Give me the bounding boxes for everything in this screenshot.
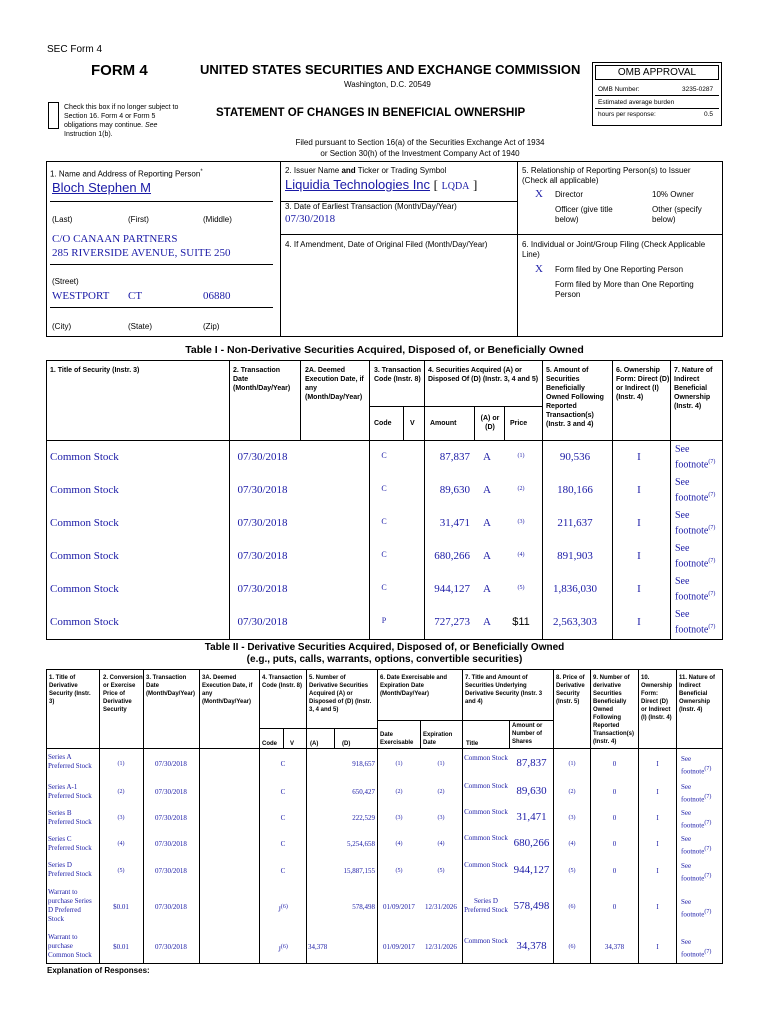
footnote-ref: (7): [704, 766, 712, 772]
footnote-ref: (7): [704, 873, 712, 879]
t2-expiration-cell: (1): [437, 761, 445, 767]
earliest-transaction-label: 3. Date of Earliest Transaction (Month/Day/Year): [285, 202, 457, 211]
t2-h3a: 3A. Deemed Execution Date, if any (Month/Day/Year): [202, 675, 253, 705]
t1-sub-code: Code: [374, 420, 392, 427]
t1-code-cell: C: [381, 451, 387, 460]
reporting-person-name[interactable]: [52, 180, 151, 195]
t2-title-cell: Series A-1 Preferred Stock: [48, 783, 92, 800]
t2-sub-amount: Amount or Number of Shares: [512, 723, 543, 745]
t2-h8: 8. Price of Derivative Security (Instr. 5): [556, 675, 585, 705]
reporting-address: [52, 232, 231, 260]
t2-underlying-amount-cell: 944,127: [513, 864, 550, 876]
issuer-name-row: [285, 177, 477, 193]
t1-date-cell: 07/30/2018: [237, 550, 288, 562]
address-line-1: C/O CANAAN PARTNERS: [52, 233, 178, 245]
t1-form-cell: I: [637, 616, 641, 628]
t1-sub-ad: (A) or (D): [480, 415, 500, 431]
checkbox-text-1: Check this box if no longer subject to Section 16. Form 4 or Form 5 obligations may continue.: [64, 104, 179, 129]
t1-form-cell: I: [637, 451, 641, 463]
t2-title-cell: Series C Preferred Stock: [48, 835, 92, 852]
t2-code-cell: C: [280, 814, 286, 822]
t2-underlying-title-cell: Common Stock: [464, 754, 508, 762]
omb-number: 3235-0287: [682, 86, 714, 93]
t1-title-cell: Common Stock: [50, 616, 119, 628]
footnote-ref: (7): [704, 846, 712, 852]
footnote-ref: (7): [708, 558, 716, 564]
t2-h5: 5. Number of Derivative Securities Acquired (A) or Disposed of (D) (Instr. 3, 4 and 5): [309, 675, 372, 713]
t2-exercisable-cell: 01/09/2017: [383, 943, 415, 951]
t1-owned-cell: 90,536: [559, 451, 591, 463]
t2-date-cell: 07/30/2018: [155, 840, 187, 848]
t2-sub-exercisable: Date Exercisable: [380, 732, 414, 746]
t2-h6: 6. Date Exercisable and Expiration Date (Month/Day/Year): [380, 675, 448, 697]
t2-h2: 2. Conversion or Exercise Price of Derivative Security: [103, 675, 143, 713]
t2-expiration-cell: 12/31/2026: [425, 943, 457, 951]
relationship-label: [522, 166, 720, 186]
t2-nature-cell: See footnote$^{(7)}$: [681, 809, 712, 830]
t1-amount-cell: 680,266: [434, 550, 470, 562]
relationship-label-1: 5. Relationship of Reporting Person(s) to Issuer: [522, 166, 691, 175]
t1-owned-cell: 1,836,030: [553, 583, 597, 595]
t2-date-cell: 07/30/2018: [155, 867, 187, 875]
t2-price-cell: $0.01: [113, 903, 129, 911]
t1-ad-cell: A: [483, 616, 491, 628]
t1-form-cell: I: [637, 517, 641, 529]
reporting-city: WESTPORT: [52, 290, 110, 302]
t1-title-cell: Common Stock: [50, 583, 119, 595]
t2-form-cell: I: [656, 840, 659, 848]
director-mark[interactable]: X: [535, 188, 543, 200]
issuer-bracket-close: ]: [473, 177, 478, 192]
t2-code-cell: C: [280, 788, 286, 796]
t2-nature-cell: See footnote$^{(7)}$: [681, 862, 712, 883]
omb-number-label: OMB Number:: [598, 86, 640, 93]
t2-exercisable-cell: 01/09/2017: [383, 903, 415, 911]
first-label: (First): [128, 215, 149, 224]
other-label: Other (specify below): [652, 205, 702, 224]
t2-price-cell: (3): [117, 815, 125, 821]
form-title: FORM 4: [91, 62, 148, 79]
t2-sub-title: Title: [466, 741, 479, 747]
t1-price-cell: $11: [512, 616, 530, 628]
t1-sub-price: Price: [510, 420, 528, 427]
one-person-label: Form filed by One Reporting Person: [555, 265, 684, 274]
t2-form-cell: I: [656, 903, 659, 911]
footnote-ref: (7): [704, 820, 712, 826]
reporting-zip: 06880: [203, 290, 231, 302]
t1-owned-cell: 2,563,303: [553, 616, 597, 628]
t2-code-cell: C: [280, 840, 286, 848]
t2-expiration-cell: (3): [437, 815, 445, 821]
t1-nature-cell: See footnote$^{(7)}$: [675, 576, 716, 603]
footnote-ref: (7): [708, 492, 716, 498]
ten-percent-owner-label: 10% Owner: [652, 190, 694, 199]
hours-label: hours per response:: [598, 111, 656, 118]
hours-value: 0.5: [704, 111, 714, 118]
t1-price-cell: (4): [517, 552, 525, 558]
t1-title-cell: Common Stock: [50, 550, 119, 562]
t1-amount-cell: 31,471: [439, 517, 470, 529]
t1-h6: 6. Ownership Form: Direct (D) or Indirect (I) (Instr. 4): [616, 367, 670, 401]
t2-expiration-cell: (2): [437, 789, 445, 795]
t2-expiration-cell: 12/31/2026: [425, 903, 457, 911]
t1-sub-v: V: [410, 420, 415, 427]
checkbox-instructions: [64, 103, 189, 139]
t2-code-cell: C: [280, 867, 286, 875]
t2-exercisable-cell: (5): [395, 868, 403, 874]
street-label: (Street): [52, 277, 79, 286]
t2-form-cell: I: [656, 943, 659, 951]
t1-title-cell: Common Stock: [50, 451, 119, 463]
checkbox-text-see: See: [144, 122, 158, 129]
t1-h5: 5. Amount of Securities Beneficially Owned Following Reported Transaction(s) (Instr. 3 and 4): [546, 367, 604, 428]
footnote-ref: (7): [708, 525, 716, 531]
t2-underlying-amount-cell: 680,266: [513, 837, 550, 849]
footnote-ref: (6): [280, 944, 288, 950]
t2-nature-cell: See footnote$^{(7)}$: [681, 938, 712, 959]
t2-form-cell: I: [656, 814, 659, 822]
t2-title-cell: Warrant to purchase Common Stock: [48, 933, 92, 959]
filed-pursuant-line-1: Filed pursuant to Section 16(a) of the Securities Exchange Act of 1934: [295, 138, 545, 147]
t2-sub-d: (D): [342, 741, 351, 747]
reporting-person-label: 1. Name and Address of Reporting Person*: [50, 169, 203, 179]
t2-deriv-price-cell: (1): [568, 761, 576, 767]
t1-owned-cell: 180,166: [557, 484, 593, 496]
reporting-person-link[interactable]: Bloch Stephen M: [52, 180, 152, 195]
t1-nature-cell: See footnote$^{(7)}$: [675, 609, 716, 636]
t2-nature-cell: See footnote$^{(7)}$: [681, 783, 712, 804]
t2-deriv-price-cell: (4): [568, 841, 576, 847]
sec-form-label: SEC Form 4: [47, 44, 103, 55]
t2-underlying-amount-cell: 87,837: [516, 757, 547, 769]
t2-price-cell: (2): [117, 789, 125, 795]
omb-title: OMB APPROVAL: [595, 65, 719, 80]
t1-price-cell: (5): [517, 585, 525, 591]
table2-subtitle: (e.g., puts, calls, warrants, options, convertible securities): [246, 654, 523, 665]
table2-title: Table II - Derivative Securities Acquired, Disposed of, or Beneficially Owned: [204, 642, 565, 653]
state-label: (State): [128, 322, 153, 331]
explanation-label: Explanation of Responses:: [47, 966, 150, 975]
footnote-ref: (6): [280, 904, 288, 910]
t1-h2: 2. Transaction Date (Month/Day/Year): [233, 367, 291, 392]
t2-disposed-cell: 578,498: [352, 903, 375, 911]
relationship-label-2: (Check all applicable): [522, 176, 599, 185]
t1-amount-cell: 87,837: [439, 451, 470, 463]
t2-title-cell: Warrant to purchase Series D Preferred Stock: [48, 888, 92, 923]
t2-expiration-cell: (5): [437, 868, 445, 874]
burden-label: Estimated average burden: [598, 99, 675, 106]
t2-form-cell: I: [656, 760, 659, 768]
city-label: (City): [52, 322, 72, 331]
earliest-transaction-date: 07/30/2018: [285, 213, 336, 225]
t1-ad-cell: A: [483, 550, 491, 562]
t2-owned-cell: 0: [612, 760, 617, 768]
t2-disposed-cell: 222,529: [352, 814, 375, 822]
t2-owned-cell: 0: [612, 903, 617, 911]
checkbox-text-2: Instruction 1(b).: [64, 131, 113, 138]
t1-h4: 4. Securities Acquired (A) or Disposed Of (D) (Instr. 3, 4 and 5): [428, 367, 539, 383]
t2-underlying-amount-cell: 89,630: [516, 785, 547, 797]
t2-deriv-price-cell: (5): [568, 868, 576, 874]
footnote-ref: (7): [708, 459, 716, 465]
t2-price-cell: (4): [117, 841, 125, 847]
t2-disposed-cell: 15,887,155: [343, 867, 375, 875]
director-label: Director: [555, 190, 584, 199]
t1-nature-cell: See footnote$^{(7)}$: [675, 543, 716, 570]
reporting-state: CT: [128, 290, 143, 302]
t1-date-cell: 07/30/2018: [237, 616, 288, 628]
issuer-link[interactable]: Liquidia Technologies Inc: [285, 177, 431, 192]
t2-owned-cell: 0: [612, 840, 617, 848]
t2-nature-cell: See footnote$^{(7)}$: [681, 898, 712, 919]
agency-title: UNITED STATES SECURITIES AND EXCHANGE COMMISSION: [200, 62, 581, 77]
t2-h4: 4. Transaction Code (Instr. 8): [262, 675, 303, 689]
t2-h10: 10. Ownership Form: Direct (D) or Indirect (I) (Instr. 4): [641, 675, 673, 721]
t2-title-cell: Series D Preferred Stock: [48, 861, 92, 878]
one-person-mark[interactable]: X: [535, 263, 543, 275]
t1-amount-cell: 727,273: [434, 616, 470, 628]
t2-date-cell: 07/30/2018: [155, 760, 187, 768]
zip-label: (Zip): [203, 322, 220, 331]
t2-owned-cell: 0: [612, 814, 617, 822]
t1-owned-cell: 211,637: [557, 517, 593, 529]
t2-underlying-title-cell: Common Stock: [464, 782, 508, 790]
t1-sub-amount: Amount: [430, 420, 457, 427]
t1-code-cell: P: [381, 616, 387, 625]
t2-code-cell: C: [280, 760, 286, 768]
t1-nature-cell: See footnote$^{(7)}$: [675, 477, 716, 504]
t1-date-cell: 07/30/2018: [237, 484, 288, 496]
t1-h7: 7. Nature of Indirect Beneficial Ownership (Instr. 4): [674, 367, 713, 410]
t1-form-cell: I: [637, 550, 641, 562]
t1-price-cell: (1): [517, 453, 525, 459]
t1-amount-cell: 89,630: [439, 484, 470, 496]
t2-h3: 3. Transaction Date (Month/Day/Year): [146, 675, 196, 697]
t2-title-cell: Series B Preferred Stock: [48, 809, 92, 826]
t1-amount-cell: 944,127: [434, 583, 470, 595]
t1-ad-cell: A: [483, 451, 491, 463]
t2-underlying-title-cell: Common Stock: [464, 808, 508, 816]
officer-label: Officer (give title below): [555, 205, 613, 224]
footnote-ref: (7): [704, 949, 712, 955]
t2-form-cell: I: [656, 867, 659, 875]
t1-h3: 3. Transaction Code (Instr. 8): [374, 367, 422, 383]
t2-underlying-title-cell: Series D Preferred Stock: [464, 897, 508, 914]
amendment-label: 4. If Amendment, Date of Original Filed (Month/Day/Year): [285, 240, 488, 249]
t2-date-cell: 07/30/2018: [155, 943, 187, 951]
t2-owned-cell: 0: [612, 788, 617, 796]
statement-title: STATEMENT OF CHANGES IN BENEFICIAL OWNERSHIP: [216, 107, 526, 119]
t2-underlying-title-cell: Common Stock: [464, 834, 508, 842]
t2-exercisable-cell: (3): [395, 815, 403, 821]
t2-disposed-cell: 918,657: [352, 760, 375, 768]
t2-sub-a: (A): [310, 741, 319, 747]
t1-h2a: 2A. Deemed Execution Date, if any (Month/Day/Year): [305, 367, 364, 401]
no-longer-subject-checkbox[interactable]: [48, 102, 59, 129]
t1-price-cell: (2): [517, 486, 525, 492]
t2-h1: 1. Title of Derivative Security (Instr. 3): [49, 675, 91, 705]
t2-sub-expiration: Expiration Date: [423, 732, 453, 746]
t2-owned-cell: 34,378: [604, 943, 625, 951]
t2-h11: 11. Nature of Indirect Beneficial Ownership (Instr. 4): [679, 675, 716, 713]
more-persons-label: Form filed by More than One Reporting Person: [555, 280, 694, 299]
t2-owned-cell: 0: [612, 867, 617, 875]
t1-code-cell: C: [381, 484, 387, 493]
t1-date-cell: 07/30/2018: [237, 583, 288, 595]
t2-expiration-cell: (4): [437, 841, 445, 847]
t2-underlying-amount-cell: 31,471: [516, 811, 547, 823]
t1-nature-cell: See footnote$^{(7)}$: [675, 510, 716, 537]
t2-h7: 7. Title and Amount of Securities Underlying Derivative Security (Instr. 3 and 4): [465, 675, 543, 705]
t1-h1: 1. Title of Security (Instr. 3): [50, 367, 140, 374]
t1-title-cell: Common Stock: [50, 484, 119, 496]
t2-deriv-price-cell: (6): [568, 944, 576, 950]
t1-owned-cell: 891,903: [557, 550, 593, 562]
t2-underlying-title-cell: Common Stock: [464, 937, 508, 945]
table1: [46, 360, 723, 640]
footnote-ref: (7): [704, 909, 712, 915]
t1-date-cell: 07/30/2018: [237, 451, 288, 463]
t1-code-cell: C: [381, 583, 387, 592]
t1-nature-cell: See footnote$^{(7)}$: [675, 444, 716, 471]
t2-disposed-cell: 5,254,658: [347, 840, 375, 848]
t2-price-cell: $0.01: [113, 943, 129, 951]
t1-ad-cell: A: [483, 583, 491, 595]
t2-acquired-cell: 34,378: [308, 943, 328, 951]
filed-pursuant: [200, 137, 640, 159]
t2-code-cell: $J^{(6)}$: [278, 904, 288, 914]
issuer-bracket-open: [: [433, 177, 438, 192]
issuer-label: 2. Issuer Name and Ticker or Trading Symbol: [285, 166, 447, 175]
filed-pursuant-line-2: or Section 30(h) of the Investment Company Act of 1940: [320, 149, 520, 158]
table1-title: Table I - Non-Derivative Securities Acquired, Disposed of, or Beneficially Owned: [185, 344, 584, 356]
t2-exercisable-cell: (2): [395, 789, 403, 795]
t2-title-cell: Series A Preferred Stock: [48, 753, 92, 770]
t2-price-cell: (5): [117, 868, 125, 874]
t1-code-cell: C: [381, 517, 387, 526]
t1-form-cell: I: [637, 484, 641, 496]
t2-nature-cell: See footnote$^{(7)}$: [681, 835, 712, 856]
t2-deriv-price-cell: (3): [568, 815, 576, 821]
t1-ad-cell: A: [483, 484, 491, 496]
t2-price-cell: (1): [117, 761, 125, 767]
t1-price-cell: (3): [517, 519, 525, 525]
table2-title-block: [46, 642, 723, 666]
footnote-ref: (7): [704, 794, 712, 800]
t2-date-cell: 07/30/2018: [155, 903, 187, 911]
middle-label: (Middle): [203, 215, 232, 224]
footnote-ref: (7): [708, 591, 716, 597]
t2-nature-cell: See footnote$^{(7)}$: [681, 755, 712, 776]
t2-sub-code: Code: [262, 741, 277, 747]
t2-deriv-price-cell: (2): [568, 789, 576, 795]
t1-title-cell: Common Stock: [50, 517, 119, 529]
filing-label: 6. Individual or Joint/Group Filing (Check Applicable Line): [522, 240, 706, 259]
t2-exercisable-cell: (4): [395, 841, 403, 847]
t2-date-cell: 07/30/2018: [155, 814, 187, 822]
t2-underlying-amount-cell: 578,498: [513, 900, 550, 912]
footnote-ref: (7): [708, 624, 716, 630]
address-line-2: 285 RIVERSIDE AVENUE, SUITE 250: [52, 247, 231, 259]
last-label: (Last): [52, 215, 73, 224]
t2-code-cell: $J^{(6)}$: [278, 944, 288, 954]
issuer-ticker: LQDA: [441, 181, 470, 192]
agency-city: Washington, D.C. 20549: [344, 80, 431, 89]
t1-date-cell: 07/30/2018: [237, 517, 288, 529]
t2-date-cell: 07/30/2018: [155, 788, 187, 796]
t2-deriv-price-cell: (6): [568, 904, 576, 910]
t2-sub-v: V: [290, 741, 295, 747]
t2-underlying-title-cell: Common Stock: [464, 861, 508, 869]
t1-code-cell: C: [381, 550, 387, 559]
t2-form-cell: I: [656, 788, 659, 796]
t2-exercisable-cell: (1): [395, 761, 403, 767]
t2-underlying-amount-cell: 34,378: [516, 940, 547, 952]
t1-form-cell: I: [637, 583, 641, 595]
t2-disposed-cell: 650,427: [352, 788, 375, 796]
t1-ad-cell: A: [483, 517, 491, 529]
t2-h9: 9. Number of derivative Securities Beneficially Owned Following Reported Transaction(s) (Instr. 4): [593, 675, 635, 745]
